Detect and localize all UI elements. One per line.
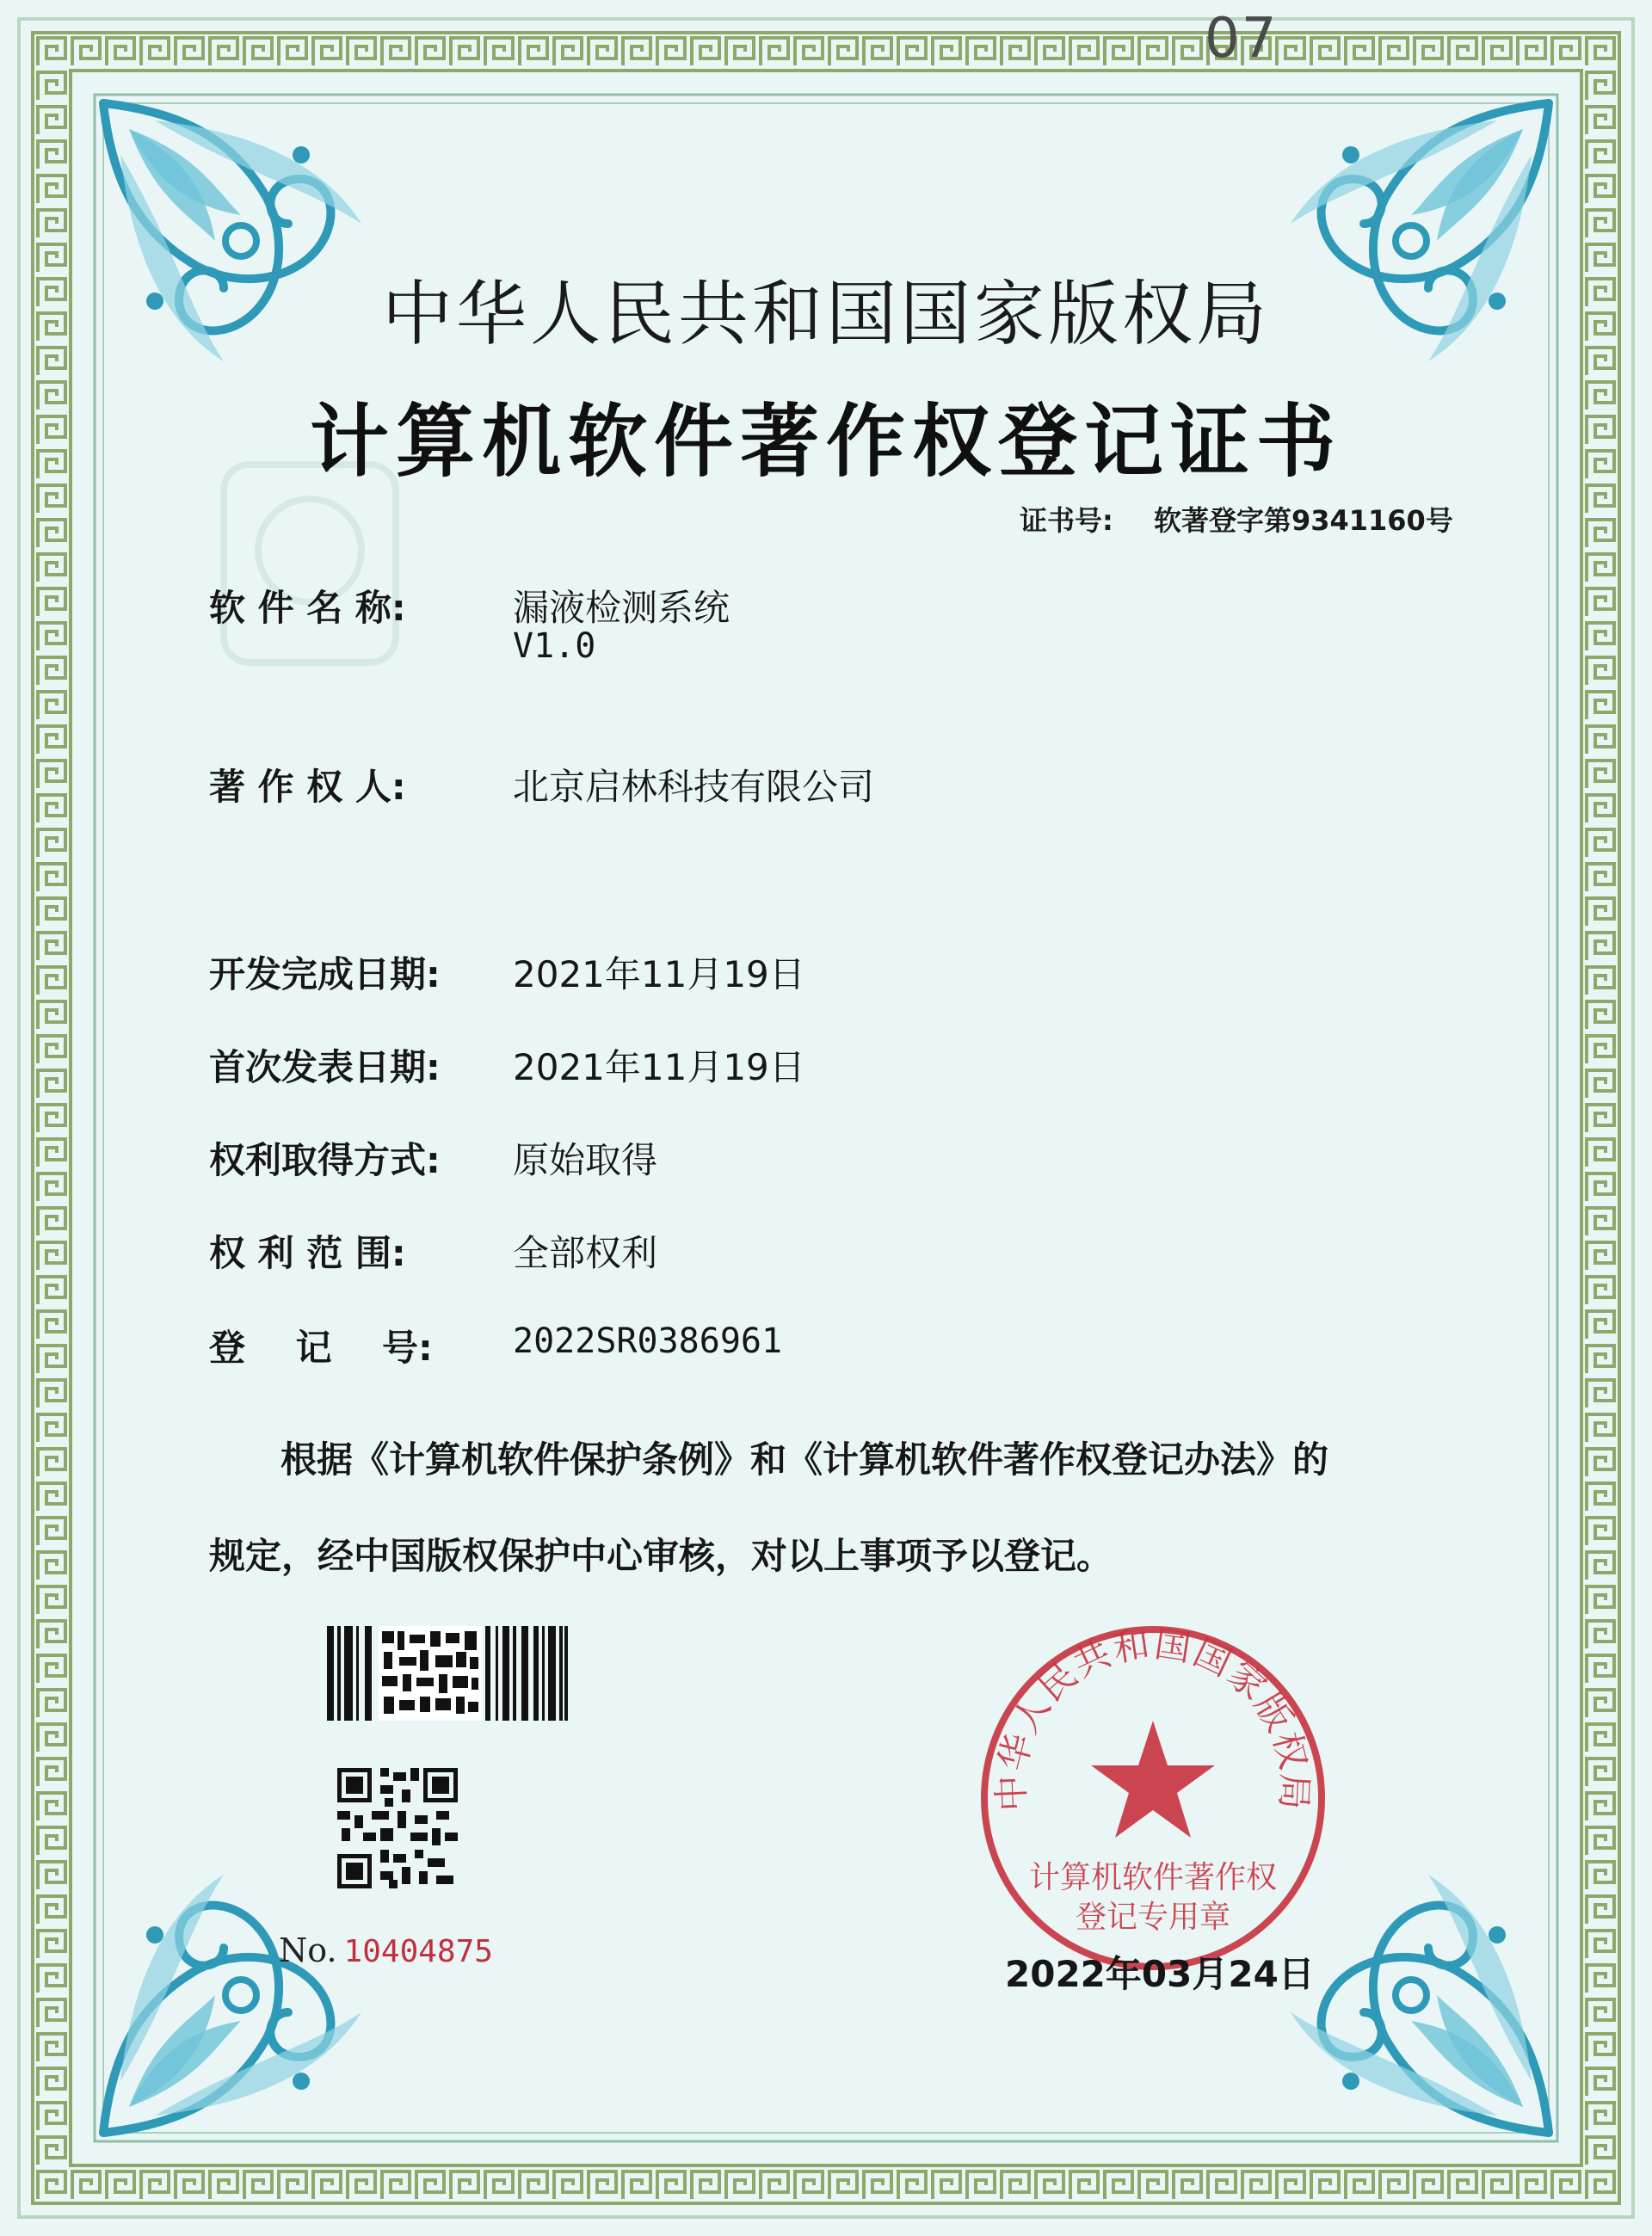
official-seal — [972, 1617, 1334, 1979]
software-name-label: 软 件 名 称: — [209, 587, 406, 629]
copyright-owner-value: 北京启林科技有限公司 — [513, 766, 875, 808]
basis-text-line-2: 规定，经中国版权保护中心审核，对以上事项予以登记。 — [209, 1535, 1113, 1577]
certificate-title: 计算机软件著作权登记证书 — [309, 395, 1342, 488]
development-date-label: 开发完成日期: — [209, 953, 441, 995]
seal-ring-text: 中华人民共和国国家版权局 — [989, 1622, 1316, 1813]
publication-date-value: 2021年11月19日 — [513, 1046, 805, 1088]
corner-ornament-bottom-left — [103, 1875, 361, 2133]
issuer-name: 中华人民共和国国家版权局 — [381, 274, 1270, 355]
rights-acquisition-value: 原始取得 — [513, 1139, 658, 1181]
publication-date-label: 首次发表日期: — [209, 1046, 441, 1088]
software-name-value: 漏液检测系统 — [513, 587, 730, 629]
seal-inner-line-2: 登记专用章 — [1075, 1900, 1231, 1935]
registration-number-label: 登 记 号: — [209, 1327, 433, 1369]
certificate-number — [1020, 499, 1453, 539]
registration-number-value: 2022SR0386961 — [513, 1321, 783, 1361]
certificate-number-label: 证书号: — [1020, 504, 1113, 537]
rights-acquisition-label: 权利取得方式: — [209, 1139, 441, 1181]
handwritten-mark: 07 — [1205, 7, 1279, 71]
qr-code — [337, 1768, 458, 1888]
rights-scope-value: 全部权利 — [513, 1232, 658, 1274]
barcode — [327, 1626, 568, 1721]
development-date-value: 2021年11月19日 — [513, 953, 805, 995]
serial-number-value: 10404875 — [343, 1934, 493, 1969]
certificate-number-value: 软著登字第9341160号 — [1153, 504, 1453, 537]
seal-inner-line-1: 计算机软件著作权 — [1028, 1860, 1278, 1895]
software-version-value: V1.0 — [513, 626, 596, 666]
serial-prefix: No. — [279, 1931, 337, 1969]
rights-scope-label: 权 利 范 围: — [209, 1232, 406, 1274]
seal-star-icon — [1091, 1721, 1215, 1838]
issue-date: 2022年03月24日 — [1005, 1953, 1315, 1995]
basis-text-line-1: 根据《计算机软件保护条例》和《计算机软件著作权登记办法》的 — [280, 1438, 1329, 1481]
serial-number — [279, 1931, 493, 1969]
copyright-owner-label: 著 作 权 人: — [209, 766, 406, 808]
watermark-emblem — [224, 465, 396, 662]
